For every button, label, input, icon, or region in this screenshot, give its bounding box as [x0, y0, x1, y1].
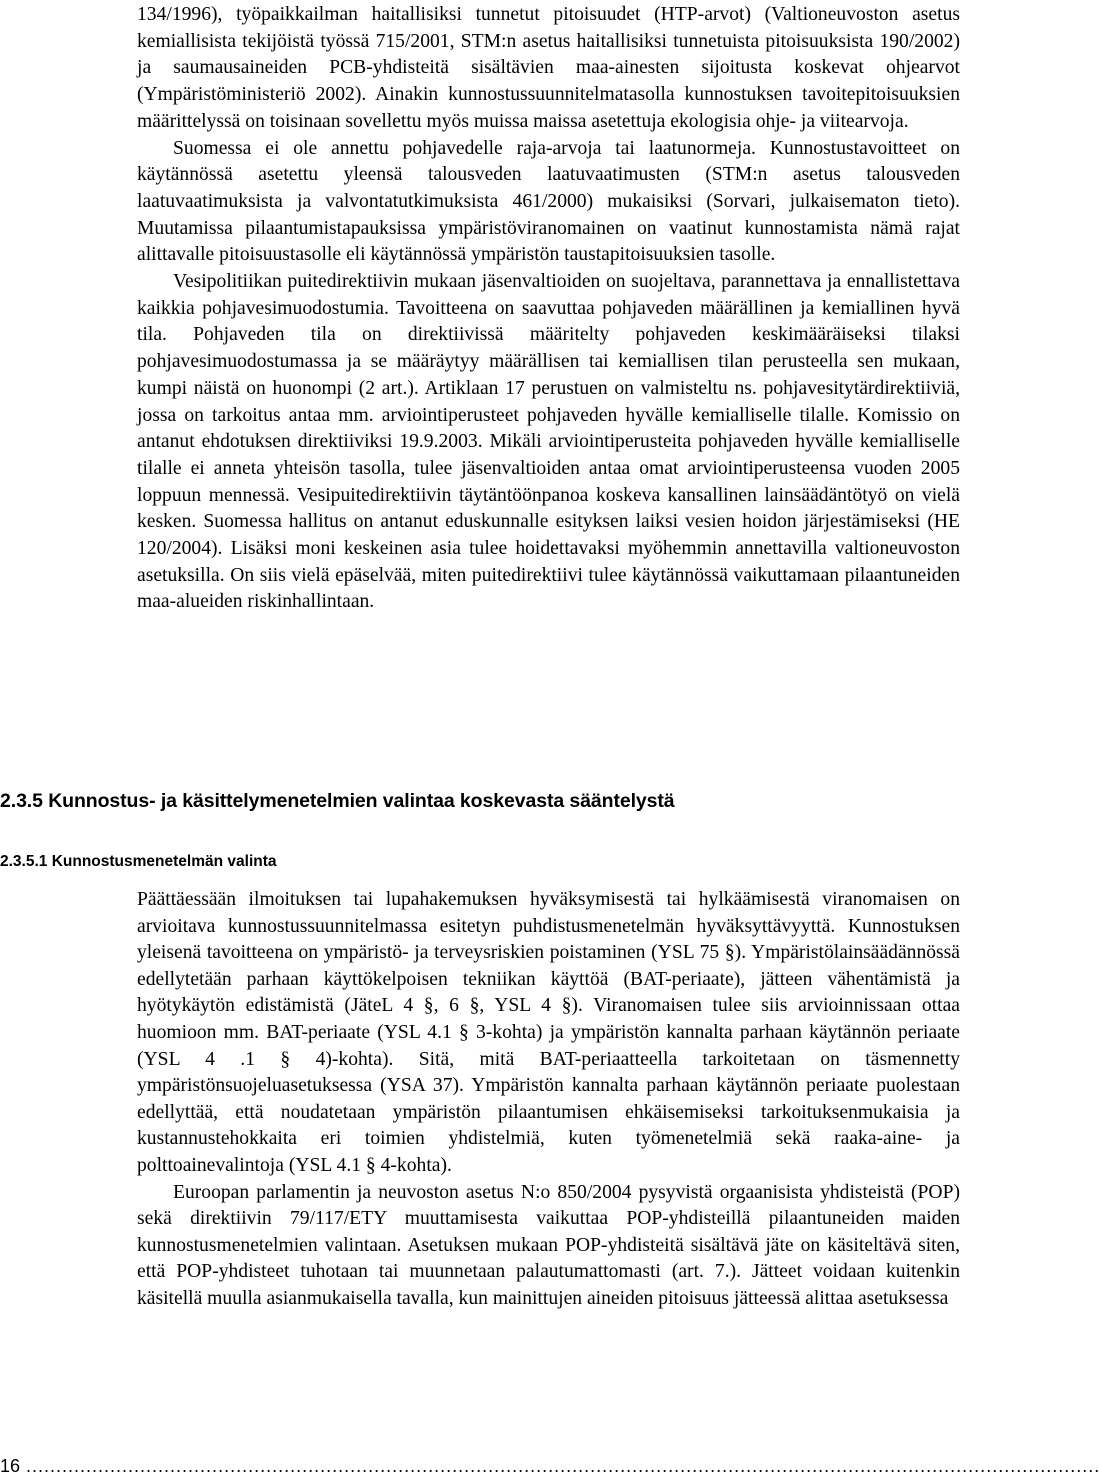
section-heading: 2.3.5 Kunnostus- ja käsittelymenetelmien valintaa koskevasta sääntelystä	[0, 790, 675, 812]
subsection-heading: 2.3.5.1 Kunnostusmenetelmän valinta	[0, 853, 277, 870]
footer-leader-dots: ...................................................................................................................................................................................	[26, 1456, 1100, 1476]
page-footer	[0, 1456, 1100, 1477]
paragraph: Vesipolitiikan puitedirektiivin mukaan jäsenvaltioiden on suojeltava, parannettava ja ennallistettava kaikkia pohjavesimuodostumia. Tavoitteena on saavuttaa pohjaveden määrällinen ja kemiallinen hyvä tila. Pohjaveden tila on direktiivissä määritelty pohjaveden keskimääräiseksi tilaksi pohjavesimuodostumassa ja se määräytyy määrällisen tai kemiallisen tilan perusteella sen mukaan, kumpi näistä on huonompi (2 art.). Artiklaan 17 perustuen on valmisteltu ns. pohjavesitytärdirektiiviä, jossa on tarkoitus antaa mm. arviointiperusteet pohjaveden hyvälle kemialliselle tilalle. Komissio on antanut ehdotuksen direktiiviksi 19.9.2003. Mikäli arviointiperusteita pohjaveden hyvälle kemialliselle tilalle ei anneta yhteisön tasolla, tulee jäsenvaltioiden antaa omat arviointiperusteensa vuoden 2005 loppuun mennessä. Vesipuitedirektiivin täytäntöönpanoa koskeva kansallinen lainsäädäntötyö on vielä kesken. Suomessa hallitus on antanut eduskunnalle esityksen laiksi vesien hoidon järjestämiseksi (HE 120/2004). Lisäksi moni keskeinen asia tulee hoidettavaksi myöhemmin annettavilla valtioneuvoston asetuksilla. On siis vielä epäselvää, miten puitedirektiivi tulee käytännössä vaikuttamaan pilaantuneiden maa-alueiden riskinhallintaan.	[137, 271, 960, 613]
body-text-top	[137, 2, 960, 616]
paragraph: 134/1996), työpaikkailman haitallisiksi tunnetut pitoisuudet (HTP-arvot) (Valtioneuvoston asetus kemiallisista tekijöistä työssä 715/2001, STM:n asetus haitallisiksi tunnetuista pitoisuuksista 190/2002) ja saumausaineiden PCB-yhdisteitä sisältävien maa-ainesten sijoitusta koskevat ohjearvot (Ympäristöministeriö 2002). Ainakin kunnostussuunnitelmatasolla kunnostuksen tavoitepitoisuuksien määrittelyssä on toisinaan sovellettu myös muissa maissa asetettuja ekologisia ohje- ja viitearvoja.	[137, 4, 960, 132]
paragraph: Päättäessään ilmoituksen tai lupahakemuksen hyväksymisestä tai hylkäämisestä viranomaisen on arvioitava kunnostussuunnitelmassa esitetyn puhdistusmenetelmän hyväksyttävyyttä. Kunnostuksen yleisenä tavoitteena on ympäristö- ja terveysriskien poistaminen (YSL 75 §). Ympäristölainsäädännössä edellytetään parhaan käyttökelpoisen tekniikan käyttöä (BAT-periaate), jätteen vähentämistä ja hyötykäytön edistämistä (JäteL 4 §, 6 §, YSL 4 §). Viranomaisen tulee siis arvioinnissaan ottaa huomioon mm. BAT-periaate (YSL 4.1 § 3-kohta) ja ympäristön kannalta parhaan käytännön periaate (YSL 4 .1 § 4)-kohta). Sitä, mitä BAT-periaatteella tarkoitetaan on täsmennetty ympäristönsuojeluasetuksessa (YSA 37). Ympäristön kannalta parhaan käytännön periaate puolestaan edellyttää, että noudatetaan ympäristön pilaantumisen ehkäisemiseksi tarkoituksenmukaisia ja kustannustehokkaita eri toimien yhdistelmiä, kuten työmenetelmiä sekä raaka-aine- ja polttoainevalintoja (YSL 4.1 § 4-kohta).	[137, 889, 960, 1176]
paragraph: Euroopan parlamentin ja neuvoston asetus N:o 850/2004 pysyvistä orgaanisista yhdisteistä (POP) sekä direktiivin 79/117/ETY muuttamisesta vaikuttaa POP-yhdisteillä pilaantuneiden maiden kunnostusmenetelmien valintaan. Asetuksen mukaan POP-yhdisteitä sisältävä jäte on käsiteltävä siten, että POP-yhdisteet tuhotaan tai muunnetaan palautumattomasti (art. 7.). Jätteet voidaan kuitenkin käsitellä muulla asianmukaisella tavalla, kun mainittujen aineiden pitoisuus jätteessä alittaa asetuksessa	[137, 1181, 960, 1309]
page-number: 16	[0, 1456, 21, 1476]
body-text-bottom	[137, 887, 960, 1313]
paragraph: Suomessa ei ole annettu pohjavedelle raja-arvoja tai laatunormeja. Kunnostustavoitteet on käytännössä asetettu yleensä talousveden laatuvaatimusten (STM:n asetus talousveden laatuvaatimuksista ja valvontatutkimuksista 461/2000) mukaisiksi (Sorvari, julkaisematon tieto). Muutamissa pilaantumistapauksissa ympäristöviranomainen on vaatinut kunnostamista nämä rajat alittavalle pitoisuustasolle eli käytännössä ympäristön taustapitoisuuksien tasolle.	[137, 137, 960, 266]
